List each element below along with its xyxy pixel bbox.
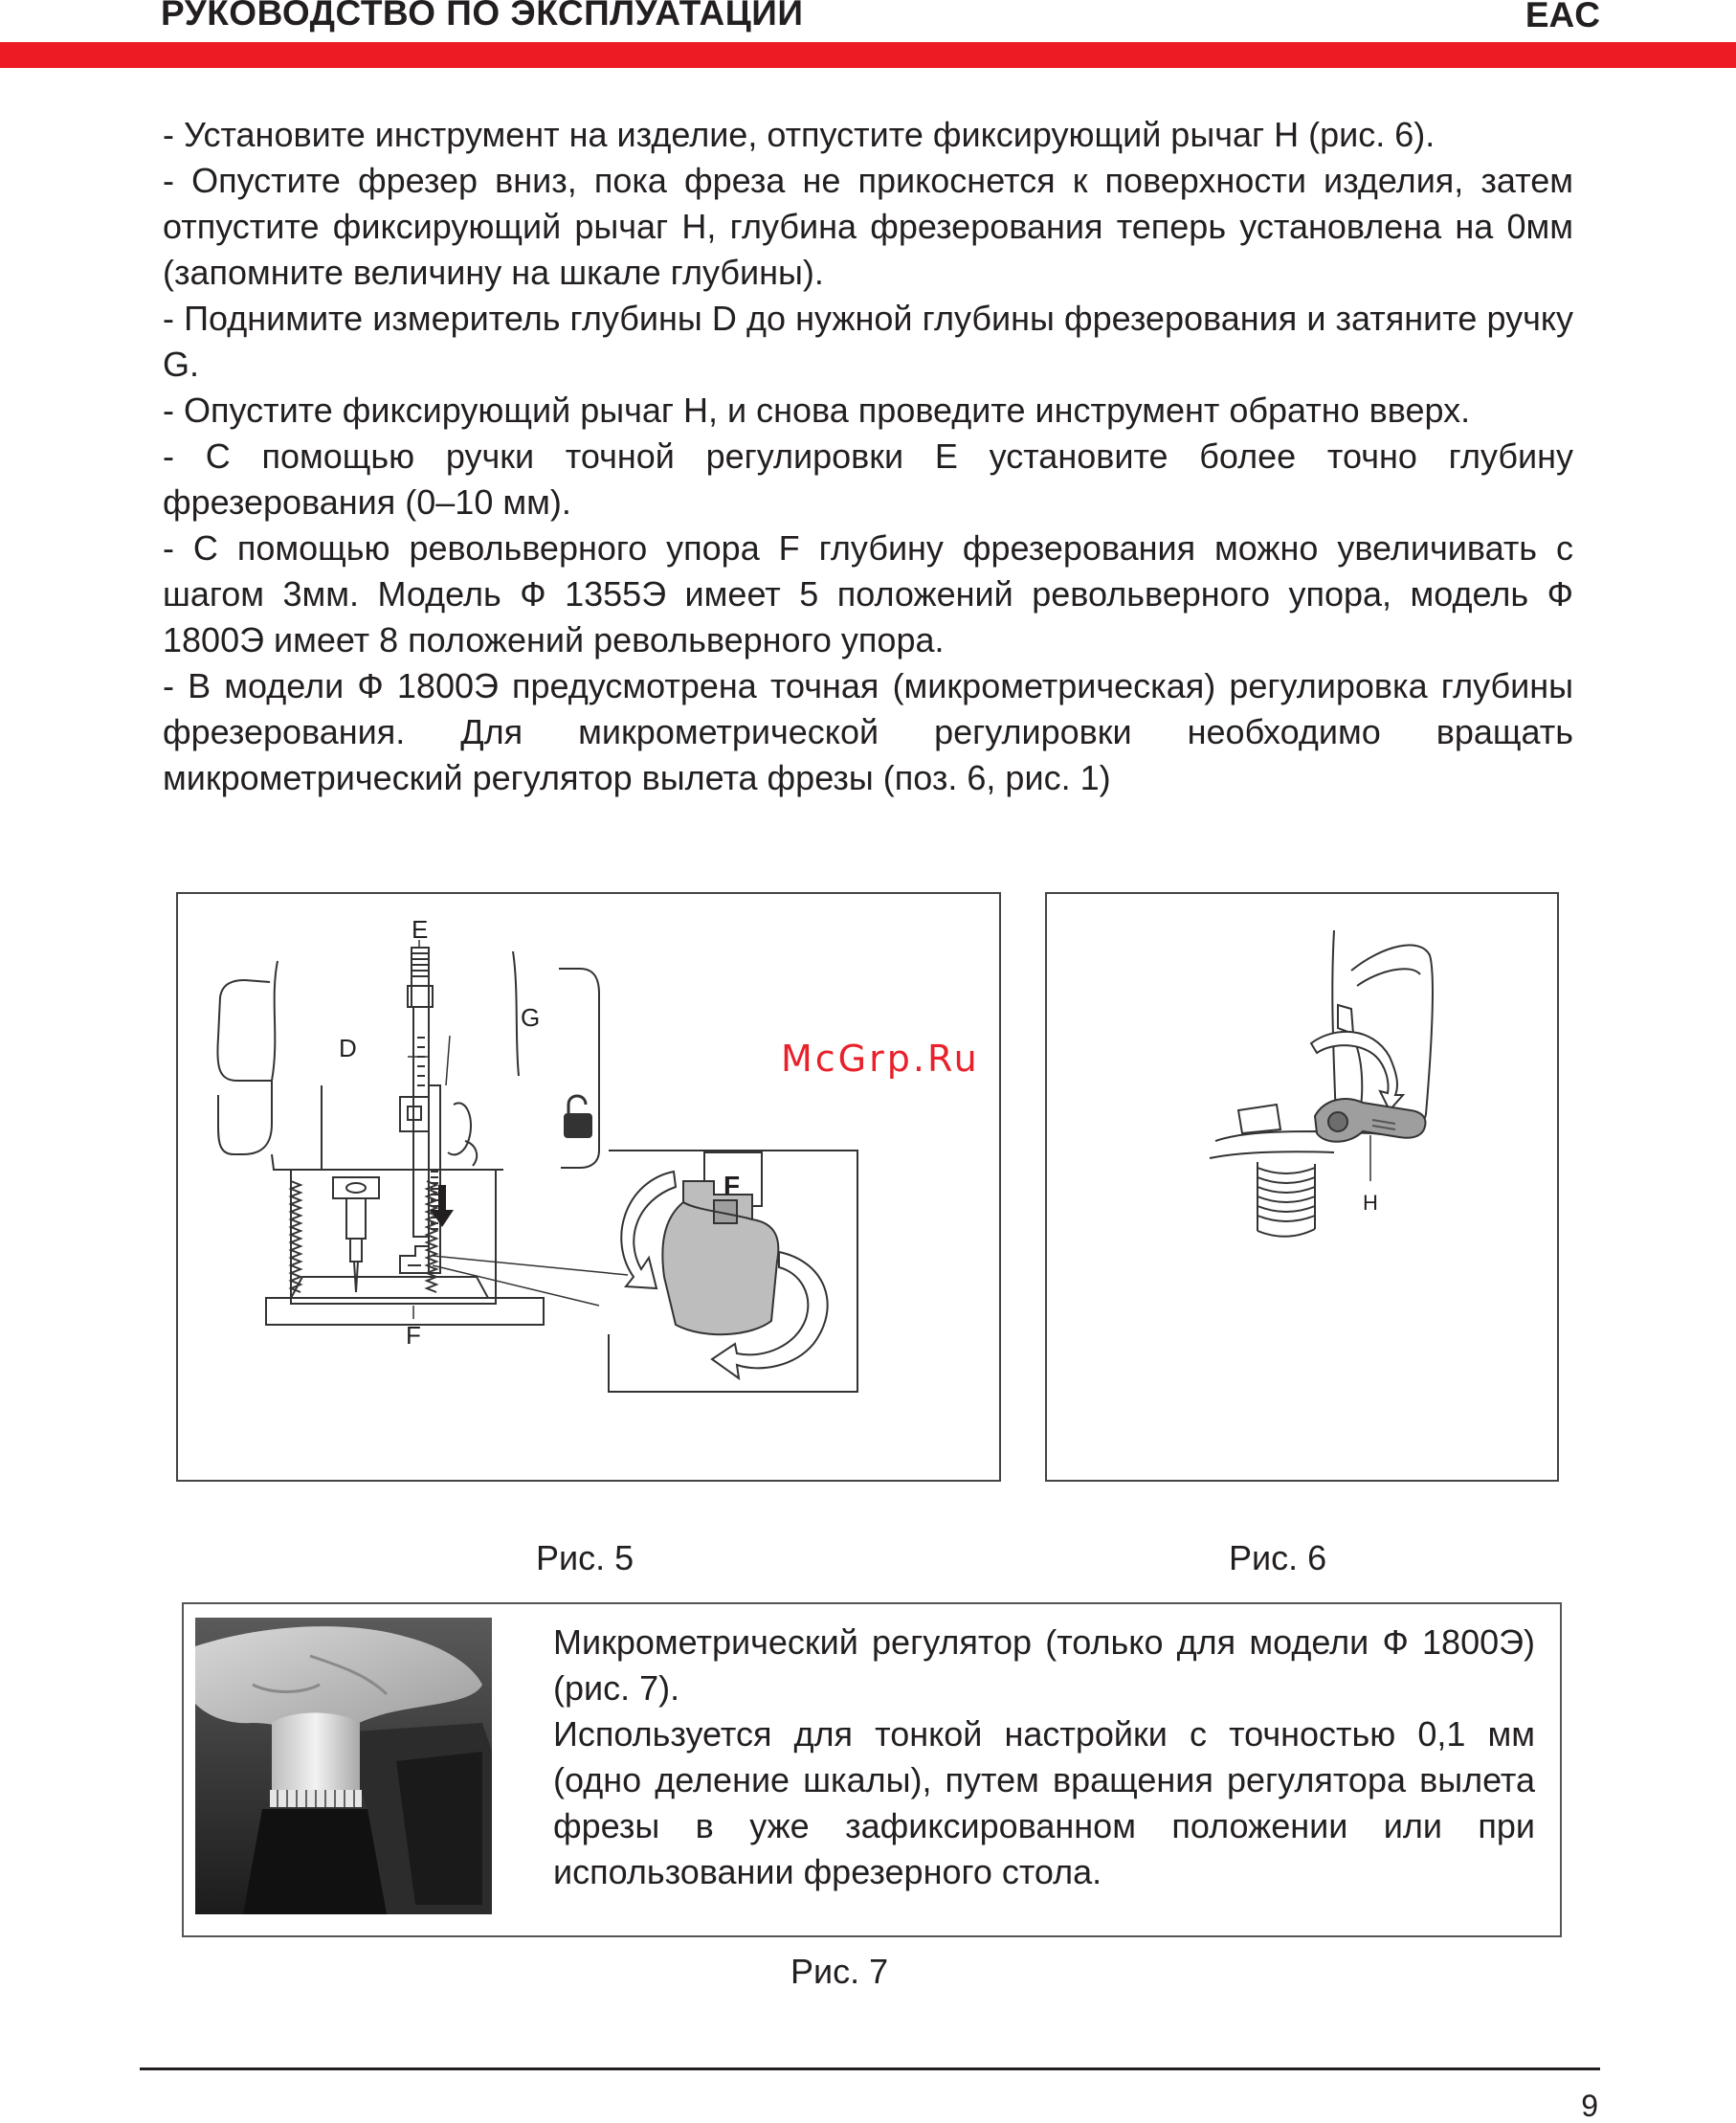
figure-5-caption: Рис. 5: [536, 1538, 634, 1577]
instruction-step: - Опустите фиксирующий рычаг H, и снова проведите инструмент обратно вверх.: [163, 391, 1471, 430]
figure-6-locking-lever: [1045, 892, 1559, 1482]
label-f-inset: F: [723, 1171, 741, 1200]
instruction-step: - В модели Ф 1800Э предусмотрена точная (микрометрическая) регулировка глубины фрезерования. Для микрометрической регулировки необходимо вращать микрометрический регулятор вылета фрезы (поз. 6, рис. 1): [163, 666, 1573, 797]
label-g: G: [521, 1003, 541, 1032]
instruction-step: - Поднимите измеритель глубины D до нужной глубины фрезерования и затяните ручку G.: [163, 299, 1573, 384]
instruction-text: [163, 112, 1573, 801]
footer-divider: [140, 2067, 1600, 2070]
instruction-step: - Опустите фрезер вниз, пока фреза не прикоснется к поверхности изделия, затем отпустите фиксирующий рычаг H, глубина фрезерования теперь установлена на 0мм (запомните величину на шкале глубины).: [163, 161, 1573, 292]
instruction-step: - С помощью ручки точной регулировки E установите более точно глубину фрезерования (0–10 мм).: [163, 436, 1573, 522]
instruction-step: - С помощью револьверного упора F глубину фрезерования можно увеличивать с шагом 3мм. Модель Ф 1355Э имеет 5 положений револьверного упора, модель Ф 1800Э имеет 8 положений револьверного упора.: [163, 528, 1573, 659]
note-paragraph: Используется для тонкой настройки с точностью 0,1 мм (одно деление шкалы), путем вращения регулятора вылета фрезы в уже зафиксированном положении или при использовании фрезерного стола.: [553, 1714, 1535, 1891]
watermark-text: McGrp.Ru: [781, 1038, 980, 1080]
note-paragraph: Микрометрический регулятор (только для модели Ф 1800Э) (рис. 7).: [553, 1622, 1535, 1708]
micrometer-regulator-photo: [195, 1618, 492, 1914]
micrometer-note-box: [182, 1602, 1562, 1937]
eac-certification-mark: EAC: [1525, 0, 1600, 34]
figure-7-caption: Рис. 7: [790, 1952, 889, 1991]
figure-5-depth-adjustment: [176, 892, 1001, 1482]
label-f-bottom: F: [406, 1321, 421, 1350]
label-h: H: [1363, 1191, 1378, 1215]
header-red-band: [0, 42, 1736, 68]
document-header-title: РУКОВОДСТВО ПО ЭКСПЛУАТАЦИИ: [161, 0, 804, 33]
page-number: 9: [1581, 2089, 1598, 2123]
label-e: E: [412, 915, 429, 944]
label-d: D: [339, 1034, 357, 1062]
micrometer-note-text: [553, 1620, 1535, 1895]
locking-lever-drawing: [1047, 894, 1557, 1480]
figure-6-caption: Рис. 6: [1229, 1538, 1327, 1577]
router-depth-drawing: [178, 894, 999, 1480]
instruction-step: - Установите инструмент на изделие, отпустите фиксирующий рычаг H (рис. 6).: [163, 115, 1436, 154]
